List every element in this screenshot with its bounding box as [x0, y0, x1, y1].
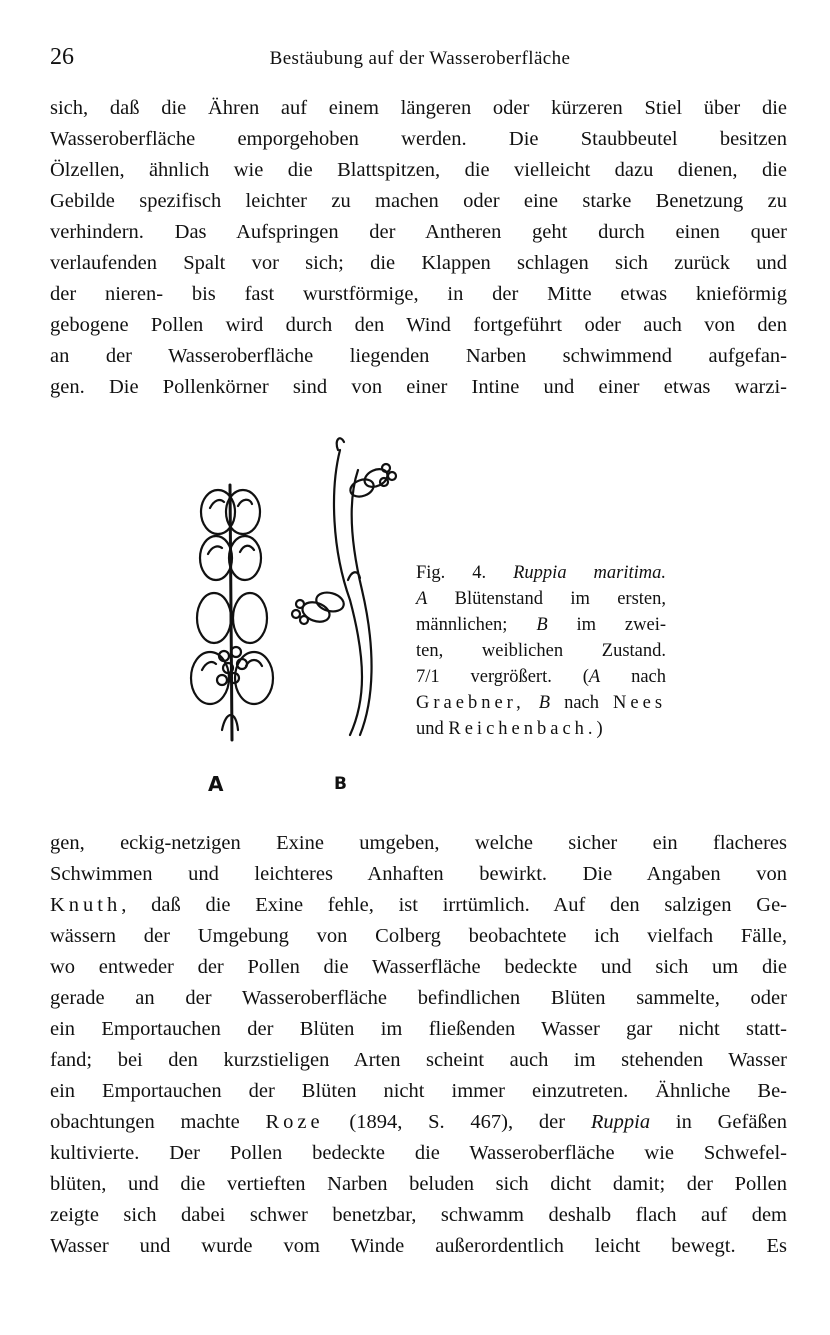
caption-author-reichenbach: Reichenbach.: [448, 719, 597, 739]
text-line: der nieren- bis fast wurstförmige, in der Mitte etwas knieförmig: [50, 283, 787, 305]
text-line: blüten, und die vertieften Narben beluden sich dicht damit; der Pollen: [50, 1173, 787, 1195]
caption-text: Blütenstand im ersten,: [454, 589, 666, 609]
text-line: gebogene Pollen wird durch den Wind fortgeführt oder auch von den: [50, 314, 787, 336]
text-segment: , daß die Exine fehle, ist irrtümlich. Auf den salzigen Ge-: [121, 894, 787, 916]
figure-label-b: B: [334, 774, 347, 794]
inflorescence-a-drawing: [191, 485, 273, 740]
caption-line: [416, 560, 666, 586]
caption-text: männlichen;: [416, 615, 508, 635]
text-line: gen. Die Pollenkörner sind von einer Intine und einer etwas warzi-: [50, 376, 787, 398]
caption-line: [416, 612, 666, 638]
author-knuth: Knuth: [50, 894, 122, 916]
text-line: [50, 890, 787, 921]
figure-ruppia: [180, 430, 410, 810]
text-segment: in Gefäßen: [675, 1111, 788, 1133]
running-title: Bestäubung auf der Wasseroberfläche: [269, 48, 571, 69]
text-line: an der Wasseroberfläche liegenden Narben schwimmend aufgefan-: [50, 345, 787, 367]
figure-caption: [416, 560, 666, 742]
text-line: ein Emportauchen der Blüten nicht immer einzutreten. Ähnliche Be-: [50, 1080, 787, 1102]
text-segment: obachtungen machte: [50, 1111, 240, 1133]
caption-text: nach: [564, 693, 600, 713]
text-line: verhindern. Das Aufspringen der Antheren geht durch einen quer: [50, 221, 787, 243]
caption-author-nees: Nees: [613, 693, 667, 713]
text-line: sich, daß die Ähren auf einem längeren oder kürzeren Stiel über die: [50, 97, 787, 119]
caption-ref-b: B: [538, 693, 551, 713]
text-line: Gebilde spezifisch leichter zu machen oder eine starke Benetzung zu: [50, 190, 787, 212]
caption-species: Ruppia maritima.: [513, 563, 666, 583]
caption-text: im zwei-: [576, 615, 666, 635]
body-text-bottom: [50, 828, 787, 1262]
caption-text: ): [596, 719, 603, 739]
text-line: Schwimmen und leichteres Anhaften bewirkt. Die Angaben von: [50, 863, 787, 885]
text-line: wo entweder der Pollen die Wasserfläche bedeckte und sich um die: [50, 956, 787, 978]
text-line: kultivierte. Der Pollen bedeckte die Wasseroberfläche wie Schwefel-: [50, 1142, 787, 1164]
body-text-top: [50, 93, 787, 403]
text-line: ein Emportauchen der Blüten im fließenden Wasser gar nicht statt-: [50, 1018, 787, 1040]
author-roze: Roze: [265, 1111, 324, 1133]
caption-line: [416, 690, 666, 716]
caption-author-graebner: Graebner,: [416, 693, 525, 713]
caption-text: nach: [631, 667, 667, 687]
text-line: zeigte sich dabei schwer benetzbar, schwamm deshalb flach auf dem: [50, 1204, 787, 1226]
caption-text: 7/1 vergrößert. (: [416, 667, 589, 687]
caption-line: [416, 586, 666, 612]
inflorescence-b-drawing: [292, 438, 396, 735]
figure-label-a: A: [208, 772, 224, 796]
text-line: [50, 1107, 787, 1138]
text-line: Wasser und wurde vom Winde außerordentlich leicht bewegt. Es: [50, 1235, 787, 1257]
genus-ruppia: Ruppia: [590, 1111, 651, 1133]
text-line: Ölzellen, ähnlich wie die Blattspitzen, die vielleicht dazu dienen, die: [50, 159, 787, 181]
caption-ref-a: A: [416, 589, 428, 609]
caption-line: [416, 664, 666, 690]
text-segment: (1894, S. 467), der: [349, 1111, 566, 1133]
text-line: gen, eckig-netzigen Exine umgeben, welche sicher ein flacheres: [50, 832, 787, 854]
page-number: 26: [50, 44, 74, 70]
text-line: fand; bei den kurzstieligen Arten scheint auch im stehenden Wasser: [50, 1049, 787, 1071]
caption-text: und: [416, 719, 444, 739]
caption-ref-a: A: [588, 667, 601, 687]
text-line: Wasseroberfläche emporgehoben werden. Die Staubbeutel besitzen: [50, 128, 787, 150]
ruppia-illustration: [180, 430, 410, 810]
text-line: wässern der Umgebung von Colberg beobachtete ich vielfach Fälle,: [50, 925, 787, 947]
page-header: [50, 44, 790, 78]
text-line: gerade an der Wasseroberfläche befindlichen Blüten sammelte, oder: [50, 987, 787, 1009]
caption-fig-number: Fig. 4.: [416, 563, 487, 583]
caption-line: ten, weiblichen Zustand.: [416, 641, 666, 661]
caption-ref-b: B: [536, 615, 548, 635]
caption-line: [416, 716, 666, 742]
text-line: verlaufenden Spalt vor sich; die Klappen schlagen sich zurück und: [50, 252, 787, 274]
